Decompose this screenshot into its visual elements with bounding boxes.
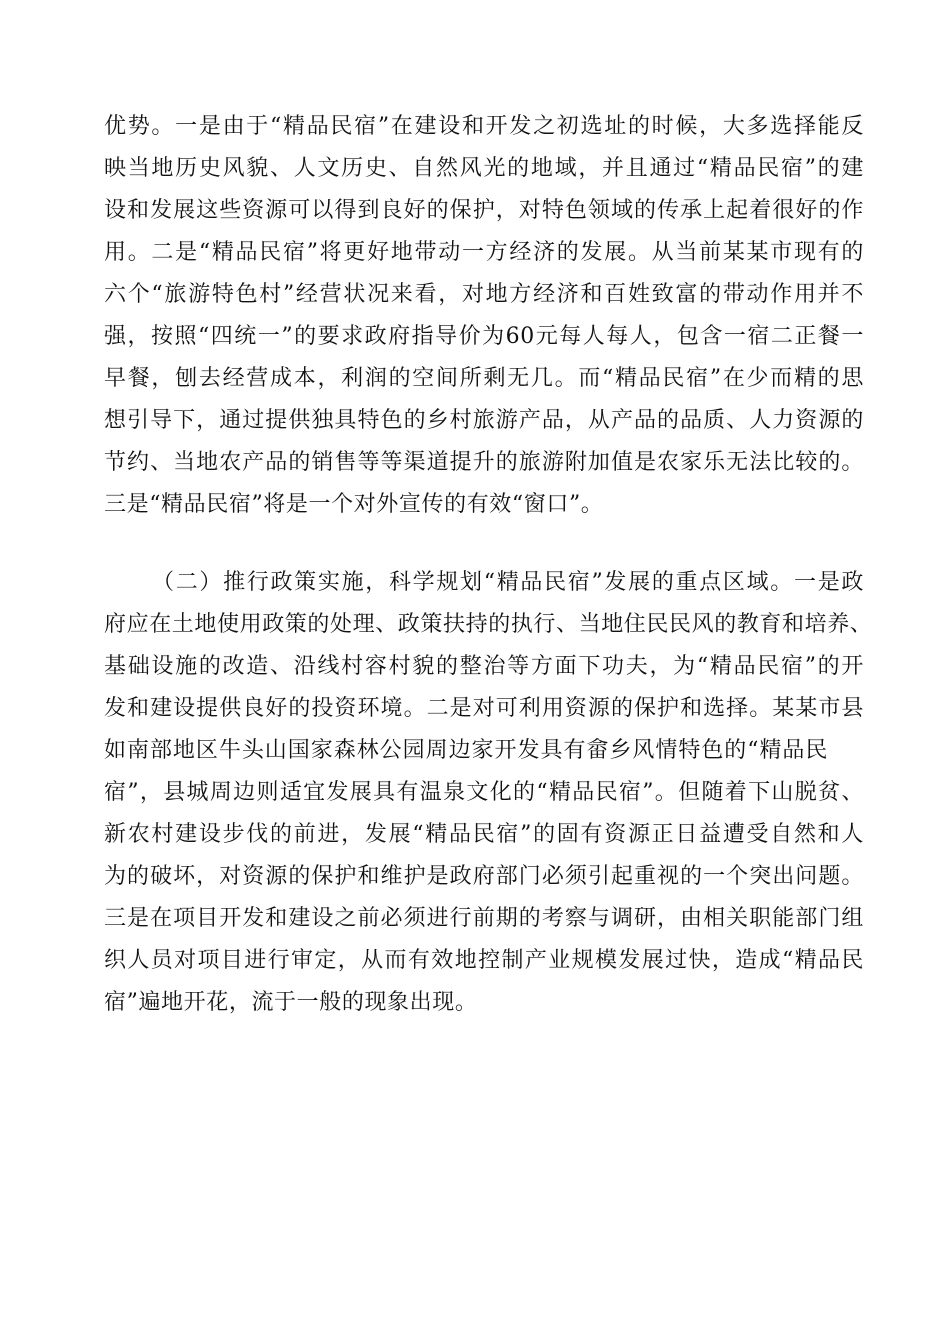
paragraph-line: 为的破坏，对资源的保护和维护是政府部门必须引起重视的一个突出问题。 [104, 864, 864, 889]
paragraph-line: 新农村建设步伐的前进，发展“精品民宿”的固有资源正日益遭受自然和人 [104, 822, 864, 847]
paragraph-line: 设和发展这些资源可以得到良好的保护，对特色领域的传承上起着很好的作 [104, 198, 864, 223]
paragraph-line: 三是在项目开发和建设之前必须进行前期的考察与调研，由相关职能部门组 [104, 906, 864, 931]
paragraph-line: 节约、当地农产品的销售等等渠道提升的旅游附加值是农家乐无法比较的。 [104, 450, 864, 475]
paragraph-line: 织人员对项目进行审定，从而有效地控制产业规模发展过快，造成“精品民 [104, 948, 864, 973]
paragraph-line: 映当地历史风貌、人文历史、自然风光的地域，并且通过“精品民宿”的建 [104, 156, 864, 181]
paragraph-line: 早餐，刨去经营成本，利润的空间所剩无几。而“精品民宿”在少而精的思 [104, 366, 864, 391]
paragraph-line: 宿”遍地开花，流于一般的现象出现。 [104, 990, 478, 1015]
paragraph-line: 想引导下，通过提供独具特色的乡村旅游产品，从产品的品质、人力资源的 [104, 408, 864, 433]
paragraph-line: 用。二是“精品民宿”将更好地带动一方经济的发展。从当前某某市现有的 [104, 240, 864, 265]
paragraph-line: 基础设施的改造、沿线村容村貌的整治等方面下功夫，为“精品民宿”的开 [104, 654, 864, 679]
paragraph-line: 府应在土地使用政策的处理、政策扶持的执行、当地住民民风的教育和培养、 [104, 612, 873, 637]
paragraph-line: 优势。一是由于“精品民宿”在建设和开发之初选址的时候，大多选择能反 [104, 114, 864, 139]
paragraph-line: 六个“旅游特色村”经营状况来看，对地方经济和百姓致富的带动作用并不 [104, 282, 864, 307]
paragraph-line: 发和建设提供良好的投资环境。二是对可利用资源的保护和选择。某某市县 [104, 696, 864, 721]
paragraph-line: 强，按照“四统一”的要求政府指导价为60元每人每人，包含一宿二正餐一 [104, 324, 864, 349]
paragraph-line: 三是“精品民宿”将是一个对外宣传的有效“窗口”。 [104, 492, 604, 517]
paragraph-line: 宿”，县城周边则适宜发展具有温泉文化的“精品民宿”。但随着下山脱贫、 [104, 780, 864, 805]
paragraph-line: （二）推行政策实施，科学规划“精品民宿”发展的重点区域。一是政 [152, 570, 864, 595]
paragraph-line: 如南部地区牛头山国家森林公园周边家开发具有畲乡风情特色的“精品民 [104, 738, 828, 763]
